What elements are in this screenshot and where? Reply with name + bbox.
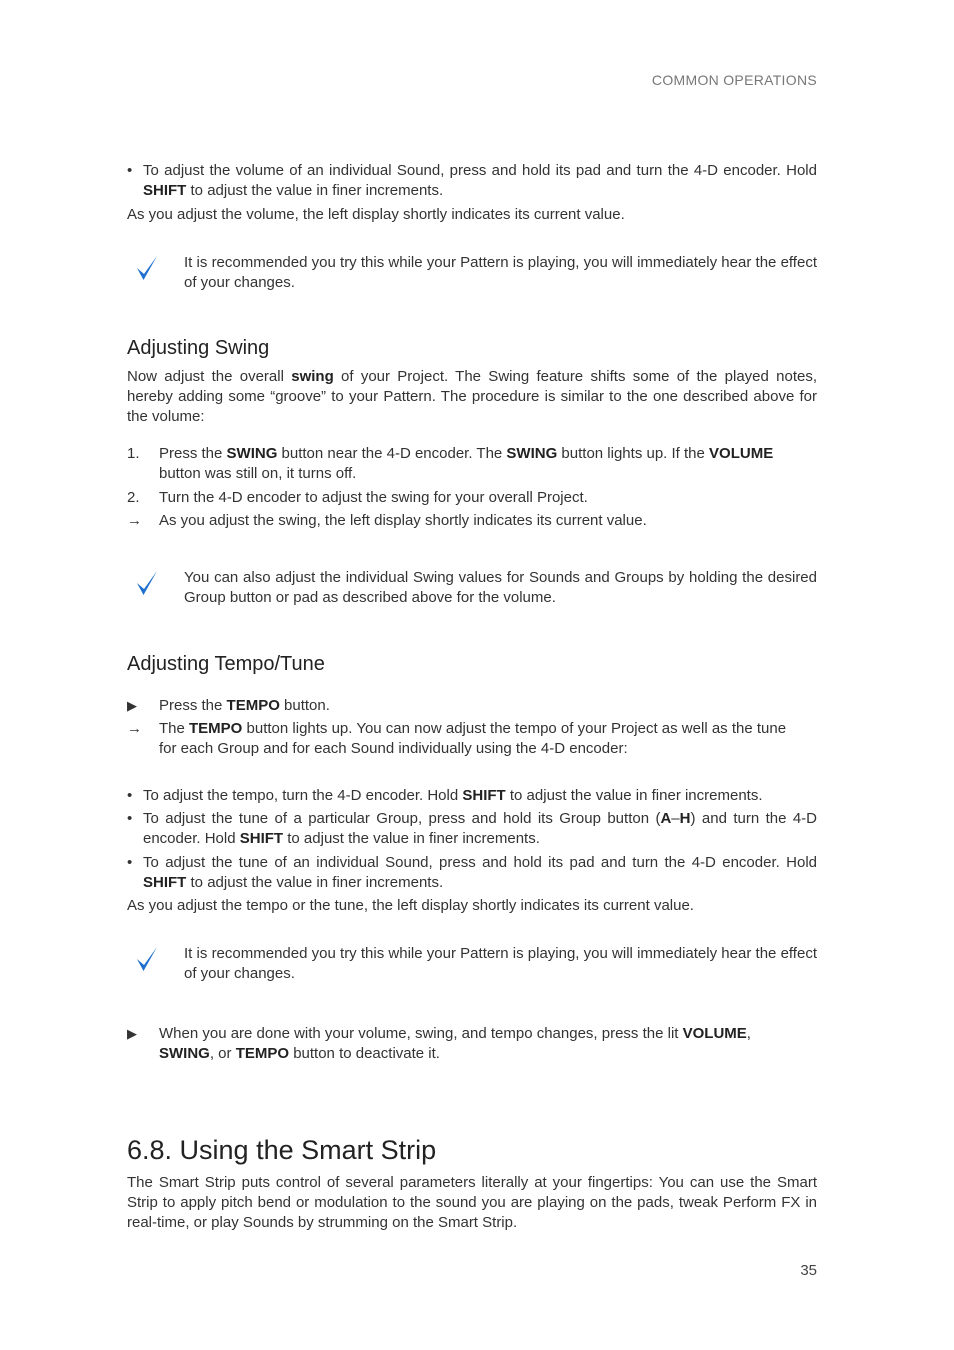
note-text: You can also adjust the individual Swing values for Sounds and Groups by holding the desired Group button or pad as described above for the volume. [184, 569, 817, 606]
bullet-marker: • [127, 854, 133, 871]
checkmark-icon [134, 253, 160, 283]
bullet-tune-sound: To adjust the tune of an individual Sound, press and hold its pad and turn the 4-D encoder. Hold SHIFT to adjust the value in finer increments. [143, 854, 817, 891]
section-heading: 6.8. Using the Smart Strip [127, 1135, 437, 1165]
paragraph-tempo-display: As you adjust the tempo or the tune, the left display shortly indicates its current value. [127, 897, 694, 914]
result-swing-display: As you adjust the swing, the left display shortly indicates its current value. [159, 512, 647, 529]
result-arrow: → [127, 512, 142, 529]
action-press-tempo: Press the TEMPO button. [159, 697, 330, 714]
bullet-tempo: To adjust the tempo, turn the 4-D encoder. Hold SHIFT to adjust the value in finer increments. [143, 787, 763, 804]
heading-adjusting-tempo-tune: Adjusting Tempo/Tune [127, 653, 325, 675]
result-tempo-lights: The TEMPO button lights up. You can now adjust the tempo of your Project as well as the tune for each Group and for each Sound individually using the 4-D encoder: [159, 720, 787, 757]
bullet-volume-sound: To adjust the volume of an individual Sound, press and hold its pad and turn the 4-D encoder. Hold SHIFT to adjust the value in finer increments. [143, 162, 817, 199]
checkmark-icon [134, 568, 160, 598]
step-swing-press: Press the SWING button near the 4-D encoder. The SWING button lights up. If the VOLUME button was still on, it turns off. [159, 445, 774, 482]
page-number: 35 [800, 1262, 817, 1279]
bullet-marker: • [127, 162, 133, 179]
paragraph-volume-display: As you adjust the volume, the left display shortly indicates its current value. [127, 206, 625, 223]
action-marker: ▶ [127, 698, 137, 713]
heading-adjusting-swing: Adjusting Swing [127, 337, 270, 359]
action-deactivate: When you are done with your volume, swing, and tempo changes, press the lit VOLUME, SWING, or TEMPO button to deactivate it. [159, 1025, 751, 1062]
checkmark-icon [134, 944, 160, 974]
step-swing-turn: Turn the 4-D encoder to adjust the swing for your overall Project. [159, 489, 588, 506]
bullet-marker: • [127, 810, 133, 827]
step-number: 1. [127, 445, 140, 462]
note-text: It is recommended you try this while your Pattern is playing, you will immediately hear the effect of your changes. [184, 254, 817, 291]
running-header: COMMON OPERATIONS [651, 72, 817, 88]
paragraph-smart-strip: The Smart Strip puts control of several parameters literally at your fingertips: You can use the Smart Strip to apply pitch bend or modulation to the sound you are playing on the pads, tweak Perform FX in real-time, or play Sounds by strumming on the Smart Strip. [127, 1174, 817, 1231]
action-marker: ▶ [127, 1026, 137, 1041]
note-text: It is recommended you try this while your Pattern is playing, you will immediately hear the effect of your changes. [184, 945, 817, 982]
bullet-tune-group: To adjust the tune of a particular Group, press and hold its Group button (A–H) and turn the 4-D encoder. Hold SHIFT to adjust the value in finer increments. [143, 810, 817, 847]
paragraph-swing-intro: Now adjust the overall swing of your Project. The Swing feature shifts some of the played notes, hereby adding some “groove” to your Pattern. The procedure is similar to the one described above for the volume: [127, 368, 817, 425]
step-number: 2. [127, 489, 140, 506]
result-arrow: → [127, 720, 142, 737]
bullet-marker: • [127, 787, 133, 804]
